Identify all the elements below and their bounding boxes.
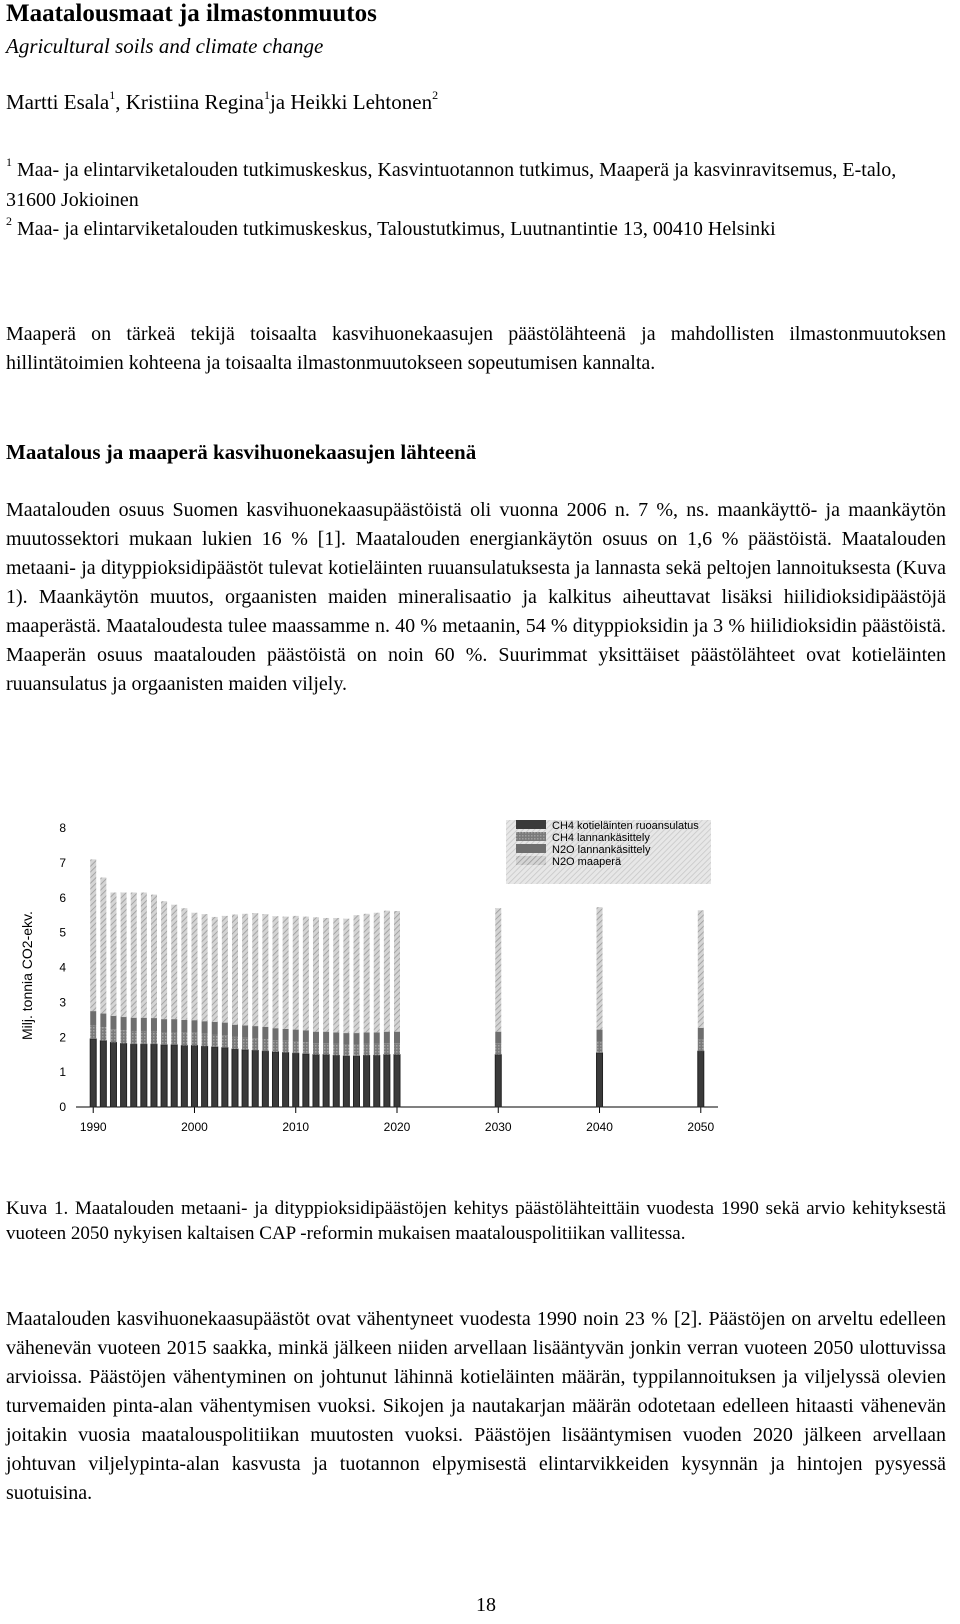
bar-segment bbox=[90, 1011, 96, 1025]
bar-segment bbox=[131, 1018, 137, 1031]
emissions-chart bbox=[6, 820, 746, 1150]
bar-segment bbox=[252, 913, 258, 1026]
bar-segment bbox=[222, 1035, 228, 1048]
bar-segment bbox=[364, 1032, 370, 1044]
bar-segment bbox=[272, 916, 278, 1028]
bar-segment bbox=[374, 913, 380, 1033]
author-2: , Kristiina Regina bbox=[115, 90, 264, 114]
bar-segment bbox=[333, 918, 339, 1032]
bar-segment bbox=[384, 1055, 390, 1107]
bar-segment bbox=[232, 1049, 238, 1107]
bar-segment bbox=[191, 913, 197, 1020]
bar-segment bbox=[353, 1045, 359, 1057]
bar-segment bbox=[202, 1021, 208, 1034]
bar-segment bbox=[131, 1044, 137, 1107]
bar-segment bbox=[313, 1055, 319, 1107]
bar-segment bbox=[90, 1025, 96, 1039]
bar-segment bbox=[171, 905, 177, 1019]
bar-segment bbox=[303, 1054, 309, 1107]
legend-label: N2O maaperä bbox=[552, 856, 622, 868]
y-tick-label: 6 bbox=[59, 890, 66, 905]
paper-subtitle: Agricultural soils and climate change bbox=[6, 34, 324, 58]
bar-segment bbox=[262, 914, 268, 1027]
bar-segment bbox=[323, 1032, 329, 1044]
legend-swatch bbox=[516, 820, 546, 829]
bar-segment bbox=[202, 1046, 208, 1107]
bar-segment bbox=[252, 1051, 258, 1107]
bar-segment bbox=[141, 1044, 147, 1107]
bar-segment bbox=[212, 1022, 218, 1035]
bar-segment bbox=[110, 1042, 116, 1107]
section-heading: Maatalous ja maaperä kasvihuonekaasujen lähteenä bbox=[6, 440, 477, 464]
bar-segment bbox=[323, 918, 329, 1032]
bar-segment bbox=[252, 1038, 258, 1050]
bar-segment bbox=[222, 1023, 228, 1036]
bar-segment bbox=[394, 911, 400, 1032]
bar-segment bbox=[293, 1041, 299, 1053]
bar-segment bbox=[333, 1032, 339, 1044]
bar-segment bbox=[283, 1041, 289, 1053]
bar-segment bbox=[323, 1043, 329, 1055]
bar-segment bbox=[100, 1014, 106, 1028]
bar-segment bbox=[495, 1043, 501, 1055]
bar-segment bbox=[222, 916, 228, 1023]
x-tick-label: 1990 bbox=[79, 1120, 107, 1134]
bar-segment bbox=[343, 919, 349, 1033]
bar-segment bbox=[394, 1043, 400, 1055]
legend-swatch bbox=[516, 856, 546, 865]
bar-segment bbox=[121, 893, 127, 1018]
bar-segment bbox=[191, 1046, 197, 1107]
body-paragraph-1: Maatalouden osuus Suomen kasvihuonekaasupäästöistä oli vuonna 2006 n. 7 %, ns. maankäyttö- ja maankäytön muutossektori mukaan lukien 16 % [1]. Maatalouden energiankäytön osuus on 1,6 % päästöistä. Maatalouden metaani- ja dityppioksidipäästöt tulevat kotieläinten ruuansulatuksesta ja lannasta sekä peltojen lannoituksesta (Kuva 1). Maankäytön muutos, orgaanisten maiden mineralisaatio ja kalkitus aiheuttavat lisäksi hiilidioksidipäästöjä maaperästä. Maataloudesta tulee maassamme n. 40 % metaanin, 54 % dityppioksidin ja 3 % hiilidioksidin päästöistä. Maaperän osuus maatalouden päästöistä on noin 60 %. Suurimmat yksittäiset päästölähteet ovat kotieläinten ruuansulatus ja orgaanisten maiden viljely. bbox=[6, 499, 946, 695]
bar-segment bbox=[597, 907, 603, 1029]
page-number: 18 bbox=[476, 1594, 496, 1616]
bar-segment bbox=[161, 1019, 167, 1032]
bar-segment bbox=[364, 1044, 370, 1056]
bar-segment bbox=[293, 1053, 299, 1107]
bar-segment bbox=[353, 1056, 359, 1107]
bar-segment bbox=[161, 901, 167, 1019]
bar-segment bbox=[698, 1051, 704, 1107]
bar-segment bbox=[262, 1051, 268, 1107]
bar-segment bbox=[252, 1026, 258, 1038]
bar-segment bbox=[191, 1020, 197, 1033]
bar-segment bbox=[131, 1031, 137, 1044]
bar-segment bbox=[394, 1032, 400, 1044]
y-tick-label: 8 bbox=[59, 821, 66, 835]
bar-segment bbox=[495, 1032, 501, 1044]
x-tick-label: 2010 bbox=[282, 1120, 310, 1134]
bar-segment bbox=[161, 1032, 167, 1045]
bar-segment bbox=[262, 1039, 268, 1051]
bar-segment bbox=[262, 1027, 268, 1039]
author-1: Martti Esala bbox=[6, 90, 110, 114]
bar-segment bbox=[272, 1040, 278, 1052]
bar-segment bbox=[212, 1047, 218, 1107]
legend-swatch bbox=[516, 832, 546, 841]
paper-title: Maatalousmaat ja ilmastonmuutos bbox=[6, 0, 377, 27]
bar-segment bbox=[181, 1033, 187, 1046]
affiliation-2: $^2$ Maa- ja elintarviketalouden tutkimuskeskus, Taloustutkimus, Luutnantintie 13, 00410 Helsinki bbox=[6, 214, 776, 240]
bar-segment bbox=[242, 1025, 248, 1037]
bar-segment bbox=[151, 1018, 157, 1031]
bar-segment bbox=[90, 859, 96, 1011]
bar-segment bbox=[303, 1042, 309, 1054]
chart-legend bbox=[506, 820, 711, 884]
bar-segment bbox=[597, 1041, 603, 1053]
bar-segment bbox=[232, 1037, 238, 1049]
bar-segment bbox=[222, 1048, 228, 1107]
bar-segment bbox=[90, 1039, 96, 1107]
legend-label: CH4 kotieläinten ruoansulatus bbox=[552, 820, 699, 832]
bar-segment bbox=[283, 1029, 289, 1041]
bar-segment bbox=[343, 1033, 349, 1045]
bar-segment bbox=[110, 1016, 116, 1029]
bar-segment bbox=[283, 1053, 289, 1107]
bar-segment bbox=[272, 1028, 278, 1040]
bar-segment bbox=[171, 1045, 177, 1107]
bar-segment bbox=[242, 1050, 248, 1107]
bar-segment bbox=[202, 1034, 208, 1047]
bar-segment bbox=[384, 911, 390, 1032]
bar-segment bbox=[171, 1019, 177, 1032]
bar-segment bbox=[698, 1028, 704, 1040]
y-tick-label: 2 bbox=[59, 1030, 66, 1045]
intro-paragraph: Maaperä on tärkeä tekijä toisaalta kasvihuonekaasujen päästölähteenä ja mahdollisten ilmastonmuutoksen hillintätoimien kohteena ja toisaalta ilmastonmuutokseen sopeutumisen kannalta. bbox=[6, 323, 946, 374]
bar-segment bbox=[151, 1031, 157, 1044]
figure-caption: Kuva 1. Maatalouden metaani- ja dityppioksidipäästöjen kehitys päästölähteittäin vuodesta 1990 sekä arvio kehityksestä vuoteen 2050 nykyisen kaltaisen CAP -reformin mukaisen maatalouspolitiikan vallitessa. bbox=[6, 1198, 946, 1244]
bar-segment bbox=[202, 914, 208, 1021]
x-tick-label: 2050 bbox=[687, 1120, 715, 1134]
bar-segment bbox=[293, 1030, 299, 1042]
bar-segment bbox=[212, 1034, 218, 1047]
bar-segment bbox=[313, 1043, 319, 1055]
bar-segment bbox=[232, 1025, 238, 1037]
bar-segment bbox=[303, 1030, 309, 1042]
bar-segment bbox=[333, 1055, 339, 1107]
bar-segment bbox=[110, 893, 116, 1016]
bar-segment bbox=[495, 1055, 501, 1107]
y-tick-label: 7 bbox=[59, 855, 66, 870]
bar-segment bbox=[121, 1044, 127, 1107]
bar-segment bbox=[141, 893, 147, 1018]
bar-segment bbox=[181, 908, 187, 1020]
bar-segment bbox=[333, 1044, 339, 1056]
bar-segment bbox=[597, 1053, 603, 1107]
bar-segment bbox=[100, 1027, 106, 1041]
bar-segment bbox=[283, 917, 289, 1029]
x-tick-label: 2020 bbox=[383, 1120, 411, 1134]
body-paragraph-2: Maatalouden kasvihuonekaasupäästöt ovat vähentyneet vuodesta 1990 noin 23 % [2]. Päästöjen on arveltu edelleen vähenevän vuoteen 2015 saakka, minkä jälkeen niiden arvellaan lisääntyvän jonkin verran vuoteen 2050 ulottuvissa arvioissa. Päästöjen vähentyminen on johtunut lähinnä kotieläinten määrän, typpilannoituksen ja viljelyssä olevien turvemaiden pinta-alan vähentymisen vuoksi. Sikojen ja nautakarjan määrän odotetaan edelleen hitaasti vähenevän joitakin vuosia maatalouspolitiikan muutosten vuoksi. Päästöjen lisääntymisen vuoden 2020 jälkeen arvellaan johtuvan viljelypinta-alan kasvusta ja tuotannon elpymisestä elintarvikkeiden kysynnän ja hintojen pysyessä suotuisina. bbox=[6, 1308, 946, 1504]
bar-segment bbox=[293, 916, 299, 1030]
bar-segment bbox=[323, 1055, 329, 1107]
bar-segment bbox=[374, 1055, 380, 1107]
bar-segment bbox=[100, 1041, 106, 1107]
bar-segment bbox=[374, 1032, 380, 1044]
bar-segment bbox=[151, 1044, 157, 1107]
y-tick-label: 4 bbox=[59, 960, 66, 975]
bar-segment bbox=[232, 914, 238, 1024]
bar-segment bbox=[495, 908, 501, 1031]
bar-segment bbox=[343, 1045, 349, 1057]
bar-segment bbox=[394, 1055, 400, 1107]
author-list: Martti Esala$^1$, Kristiina Regina$^1$ja Heikki Lehtonen$^2$ bbox=[6, 88, 439, 114]
bar-segment bbox=[171, 1032, 177, 1045]
legend-label: N2O lannankäsittely bbox=[552, 844, 651, 856]
x-tick-label: 2000 bbox=[181, 1120, 208, 1134]
legend-swatch bbox=[516, 844, 546, 853]
bar-segment bbox=[141, 1018, 147, 1031]
x-tick-label: 2030 bbox=[484, 1120, 512, 1134]
bar-segment bbox=[364, 1055, 370, 1107]
bar-segment bbox=[181, 1020, 187, 1033]
legend-label: CH4 lannankäsittely bbox=[552, 832, 650, 844]
bar-segment bbox=[364, 914, 370, 1033]
bar-segment bbox=[597, 1030, 603, 1042]
bar-segment bbox=[110, 1029, 116, 1042]
bar-segment bbox=[313, 917, 319, 1031]
bar-segment bbox=[121, 1030, 127, 1043]
bar-segment bbox=[212, 917, 218, 1022]
y-tick-label: 1 bbox=[59, 1065, 66, 1080]
bar-segment bbox=[121, 1017, 127, 1030]
bar-segment bbox=[181, 1046, 187, 1107]
bar-segment bbox=[272, 1052, 278, 1107]
bar-segment bbox=[384, 1032, 390, 1044]
bar-segment bbox=[151, 895, 157, 1018]
affiliation-1: $^1$ Maa- ja elintarviketalouden tutkimuskeskus, Kasvintuotannon tutkimus, Maaperä ja kasvinravitsemus, E-talo, 31600 Jokioinen bbox=[6, 155, 897, 211]
bar-segment bbox=[242, 914, 248, 1026]
chart-bars bbox=[90, 859, 704, 1107]
y-axis-label: Milj. tonnia CO2-ekv. bbox=[19, 911, 35, 1040]
bar-segment bbox=[384, 1043, 390, 1055]
y-tick-label: 3 bbox=[59, 995, 66, 1010]
bar-segment bbox=[191, 1033, 197, 1046]
bar-segment bbox=[698, 910, 704, 1028]
x-tick-label: 2040 bbox=[586, 1120, 613, 1134]
bar-segment bbox=[100, 878, 106, 1014]
author-3: ja Heikki Lehtonen bbox=[269, 90, 433, 114]
bar-segment bbox=[353, 915, 359, 1033]
bar-segment bbox=[313, 1032, 319, 1044]
bar-segment bbox=[303, 917, 309, 1031]
bar-segment bbox=[131, 893, 137, 1018]
bar-segment bbox=[141, 1031, 147, 1044]
bar-segment bbox=[161, 1045, 167, 1107]
bar-segment bbox=[242, 1038, 248, 1050]
y-tick-label: 0 bbox=[59, 1100, 66, 1114]
bar-segment bbox=[353, 1033, 359, 1045]
y-tick-label: 5 bbox=[59, 925, 66, 940]
bar-segment bbox=[343, 1056, 349, 1107]
bar-segment bbox=[698, 1040, 704, 1052]
bar-segment bbox=[374, 1044, 380, 1056]
